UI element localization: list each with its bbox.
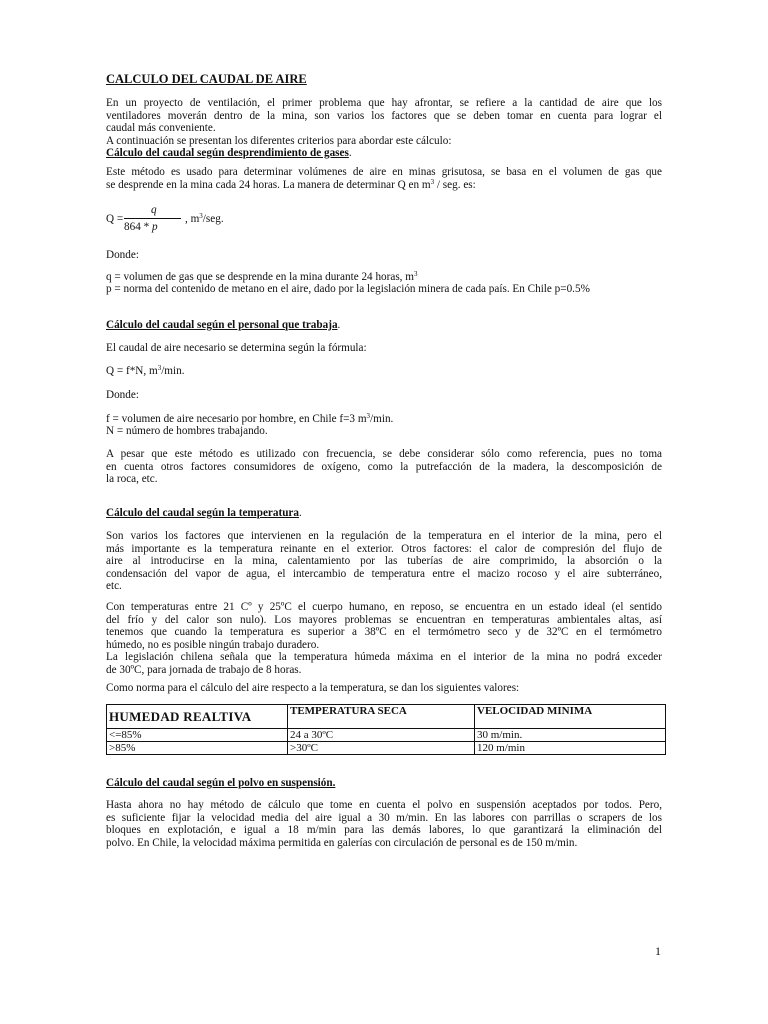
definition-f-text: f = volumen de aire necesario por hombre, en Chile f=3 m (106, 413, 367, 425)
superscript: 3 (430, 177, 435, 186)
intro-paragraph: En un proyecto de ventilación, el primer problema que hay afrontar, se refiere a la cantidad de aire que los ventiladores moverán dentro de la mina, son varios los factores que se deben tomar en cuenta para lograr el caudal más conveniente. A continuación se presentan los diferentes criterios para abordar este cálculo: Cálculo del caudal según desprendimiento de gases. (106, 97, 662, 159)
table-cell: 120 m/min (475, 742, 666, 755)
temp-line: húmedo, no es posible ningún trabajo duradero. (106, 638, 320, 651)
formula-personal-text: Q = f*N, m (106, 365, 158, 377)
table-header-row (107, 705, 666, 729)
page-number: 1 (655, 944, 661, 958)
intro-next-line: A continuación se presentan los diferentes criterios para abordar este cálculo: (106, 134, 452, 147)
temperature-paragraph-2 (106, 601, 662, 676)
formula-lhs: Q = (106, 213, 124, 225)
definition-f-end: /min. (370, 413, 394, 425)
temp-line: etc. (106, 580, 122, 592)
table-header: HUMEDAD REALTIVA (107, 705, 288, 729)
section-heading-temperature: Cálculo del caudal según la temperatura (106, 507, 299, 519)
formula-unit (185, 213, 224, 226)
dust-paragraph (106, 799, 662, 849)
personal-intro: El caudal de aire necesario se determina según la fórmula: (106, 342, 367, 354)
intro-line: caudal más conveniente. (106, 122, 216, 134)
table-cell: 30 m/min. (475, 729, 666, 742)
fraction-bar (124, 218, 181, 219)
superscript: 3 (413, 270, 418, 278)
definition-n: N = número de hombres trabajando. (106, 425, 268, 437)
temperature-table-intro: Como norma para el cálculo del aire respecto a la temperatura, se dan los siguientes valores: (106, 682, 520, 694)
definition-q-text: q = volumen de gas que se desprende en la mina durante 24 horas, m (106, 271, 414, 283)
temp-line: aire al introducirse en la mina, calentamiento por las tuberías de aire comprimido, la absorción o la (106, 555, 662, 567)
dust-line: es suficiente fijar la velocidad media del aire igual a 30 m/min. En las labores con parrillas o scrapers de los (106, 811, 662, 824)
superscript: 3 (199, 212, 203, 220)
temperature-paragraph-1 (106, 530, 662, 593)
document-title: CALCULO DEL CAUDAL DE AIRE (106, 72, 307, 86)
intro-line: ventiladores moverán dentro de la mina, son varios los factores que se deben tomar en cuenta para lograr el (106, 109, 662, 122)
superscript: 3 (157, 364, 162, 372)
gases-line: se desprende en la mina cada 24 horas. La manera de determinar Q en m (106, 178, 431, 191)
definition-p: p = norma del contenido de metano en el aire, dado por la legislación minera de cada país. En Chile p=0.5% (106, 283, 590, 295)
section-heading-gases: Cálculo del caudal según desprendimiento de gases (106, 147, 349, 159)
formula-denominator-var: p (151, 221, 158, 233)
dust-line: Hasta ahora no hay método de cálculo que tome en cuenta el polvo en suspensión aceptados por todos. Pero, (106, 799, 662, 811)
table-header: TEMPERATURA SECA (288, 705, 475, 729)
personal-note (106, 448, 662, 486)
table-row (107, 729, 666, 742)
temp-line: tenemos que cuando la temperatura es superior a 38ºC en el termómetro seco y de 32ºC en el termómetro (106, 626, 662, 638)
table-cell: <=85% (107, 729, 288, 742)
formula-personal (106, 365, 662, 378)
temp-line: Con temperaturas entre 21 Cº y 25ºC el cuerpo humano, en reposo, se encuentra en un estado ideal (el sentido (106, 601, 662, 613)
temperature-table (106, 704, 666, 755)
dust-line: bloques en explotación, e igual a 18 m/min para las demás labores, lo que garantizará la eliminación del (106, 824, 662, 836)
intro-line: En un proyecto de ventilación, el primer problema que hay afrontar, se refiere a la cantidad de aire que los (106, 97, 662, 109)
formula-denominator-const: 864 * (124, 221, 152, 233)
definition-q (106, 271, 662, 284)
temp-line: Son varios los factores que intervienen en la regulación de la temperatura en el interior de la mina, pero el (106, 530, 662, 542)
temp-line: condensación del vapor de agua, el intercambio de temperatura entre el macizo rocoso y el aire subterráneo, (106, 567, 662, 580)
definition-f (106, 413, 662, 426)
formula-personal-end: /min. (161, 365, 185, 377)
note-line: en cuenta otros factores consumidores de oxígeno, como la putrefacción de la madera, la descomposición de (106, 460, 662, 473)
formula-unit-pre: , m (185, 213, 200, 225)
temp-line: de 30ºC, para jornada de trabajo de 8 horas. (106, 663, 302, 676)
table-cell: 24 a 30ºC (288, 729, 475, 742)
note-line: la roca, etc. (106, 473, 158, 485)
table-cell: >85% (107, 742, 288, 755)
table-header: VELOCIDAD MINIMA (475, 705, 666, 729)
formula-denominator (124, 221, 158, 234)
donde-label: Donde: (106, 249, 139, 261)
temp-line: La legislación chilena señala que la temperatura húmeda máxima en el interior de la mina no podrá exceder (106, 651, 662, 663)
section-heading-personal: Cálculo del caudal según el personal que trabaja (106, 319, 338, 331)
gases-paragraph (106, 166, 662, 191)
formula-unit-post: /seg. (202, 213, 224, 225)
formula-numerator: q (151, 204, 157, 216)
formula-gases (106, 204, 326, 236)
superscript: 3 (366, 412, 371, 420)
gases-line: Este método es usado para determinar volúmenes de aire en minas grisutosa, se basa en el volumen de gas que (106, 166, 662, 178)
table-cell: >30ºC (288, 742, 475, 755)
temp-line: del frío y del calor son nulo). Los mayores problemas se encuentran en temperaturas ambientales altas, así (106, 613, 662, 626)
section-heading-dust: Cálculo del caudal según el polvo en suspensión. (106, 777, 336, 789)
temp-line: más importante es la temperatura reinante en el exterior. Otros factores: el calor de compresión del flujo de (106, 542, 662, 555)
dust-line: polvo. En Chile, la velocidad máxima permitida en galerías con circulación de personal es de 150 m/min. (106, 836, 578, 849)
table-row (107, 742, 666, 755)
donde-label: Donde: (106, 389, 139, 401)
note-line: A pesar que este método es utilizado con frecuencia, se debe considerar sólo como referencia, pues no toma (106, 448, 662, 460)
gases-line-end: / seg. es: (434, 178, 476, 191)
